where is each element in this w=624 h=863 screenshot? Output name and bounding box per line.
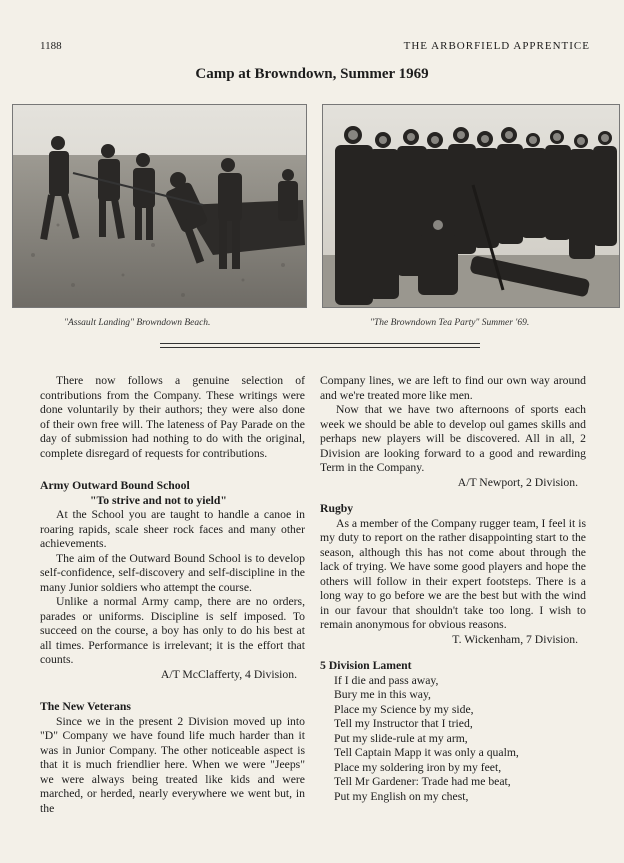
outward-bound-motto: "To strive and not to yield" bbox=[90, 493, 227, 507]
outward-bound-paragraph: The aim of the Outward Bound School is to develop self-confidence, self-discovery and self-discipline in the many Junior soldiers who attempt the course. bbox=[40, 551, 305, 594]
poem-line: Tell Mr Gardener: Trade had me beat, bbox=[334, 775, 511, 788]
left-photo-caption: "Assault Landing" Browndown Beach. bbox=[64, 318, 211, 328]
new-veterans-signature: A/T Newport, 2 Division. bbox=[457, 475, 578, 489]
rugby-heading: Rugby bbox=[320, 502, 354, 515]
poem-line: Bury me in this way, bbox=[334, 688, 431, 701]
rugby-paragraph: As a member of the Company rugger team, I feel it is my duty to report on the rather disappointing start to the season, although this has not come about through the lack of trying. We have some good players and hope the others will follow in their expert footsteps. There is a long way to go before we are the best but with the wind in our favour that shouldn't take too long. I wish to remain anonymous for obvious reasons. bbox=[320, 516, 586, 631]
new-veterans-paragraph: Now that we have two afternoons of sports each week we should be able to develop oul games skills and perhaps new players will be discovered. All in all, 2 Division are looking forward to a good and rewarding Term in the Company. bbox=[320, 403, 586, 474]
poem-line: Put my slide-rule at my arm, bbox=[334, 731, 468, 745]
left-column bbox=[40, 374, 305, 816]
section-divider-bottom bbox=[160, 347, 480, 348]
rugby-signature: T. Wickenham, 7 Division. bbox=[452, 632, 578, 646]
poem-line: Place my Science by my side, bbox=[334, 702, 474, 716]
page-number: 1188 bbox=[40, 40, 62, 52]
outward-bound-paragraph: At the School you are taught to handle a canoe in roaring rapids, scale sheer rock faces and many other achievements. bbox=[40, 508, 305, 550]
tea-party-photo bbox=[322, 104, 620, 308]
outward-bound-paragraph: Unlike a normal Army camp, there are no orders, parades or uniforms. Discipline is self imposed. To succeed on the course, a boy has only to do his best at all times. Performance is irrelevant; it is the effort that counts. bbox=[40, 595, 305, 666]
section-divider-top bbox=[160, 343, 480, 344]
right-column bbox=[320, 374, 586, 804]
lament-heading: 5 Division Lament bbox=[320, 659, 412, 672]
outward-bound-signature: A/T McClafferty, 4 Division. bbox=[160, 667, 297, 681]
poem-line: Tell my Instructor that I tried, bbox=[334, 717, 473, 730]
running-title: THE ARBORFIELD APPRENTICE bbox=[403, 40, 590, 52]
new-veterans-continued: Company lines, we are left to find our own way around and we're treated more like men. bbox=[320, 374, 586, 402]
poem-line: Put my English on my chest, bbox=[334, 789, 469, 803]
article-title: Camp at Browndown, Summer 1969 bbox=[195, 66, 429, 82]
poem-line: If I die and pass away, bbox=[334, 673, 439, 687]
intro-paragraph: There now follows a genuine selection of contributions from the Company. These writings were done voluntarily by their authors; they were also done of their own free will. The lateness of Pay Parade on the day of submission had nothing to do with the original, complete disregard of requests for contributions. bbox=[40, 374, 305, 460]
new-veterans-paragraph: Since we in the present 2 Division moved up into "D" Company we have found life much harder than it was in Junior Company. The other noticeable aspect is that it is much friendlier here. When we were "Jeeps" we were always being treated like kids and were marched, or herded, nearly everywhere we went but, in the bbox=[40, 714, 305, 815]
poem-line: Tell Captain Mapp it was only a qualm, bbox=[334, 746, 519, 759]
new-veterans-heading: The New Veterans bbox=[40, 700, 131, 713]
assault-landing-photo bbox=[12, 104, 307, 308]
poem-line: Place my soldering iron by my feet, bbox=[334, 760, 502, 774]
right-photo-caption: "The Browndown Tea Party" Summer '69. bbox=[370, 318, 530, 328]
outward-bound-heading: Army Outward Bound School bbox=[40, 479, 190, 492]
